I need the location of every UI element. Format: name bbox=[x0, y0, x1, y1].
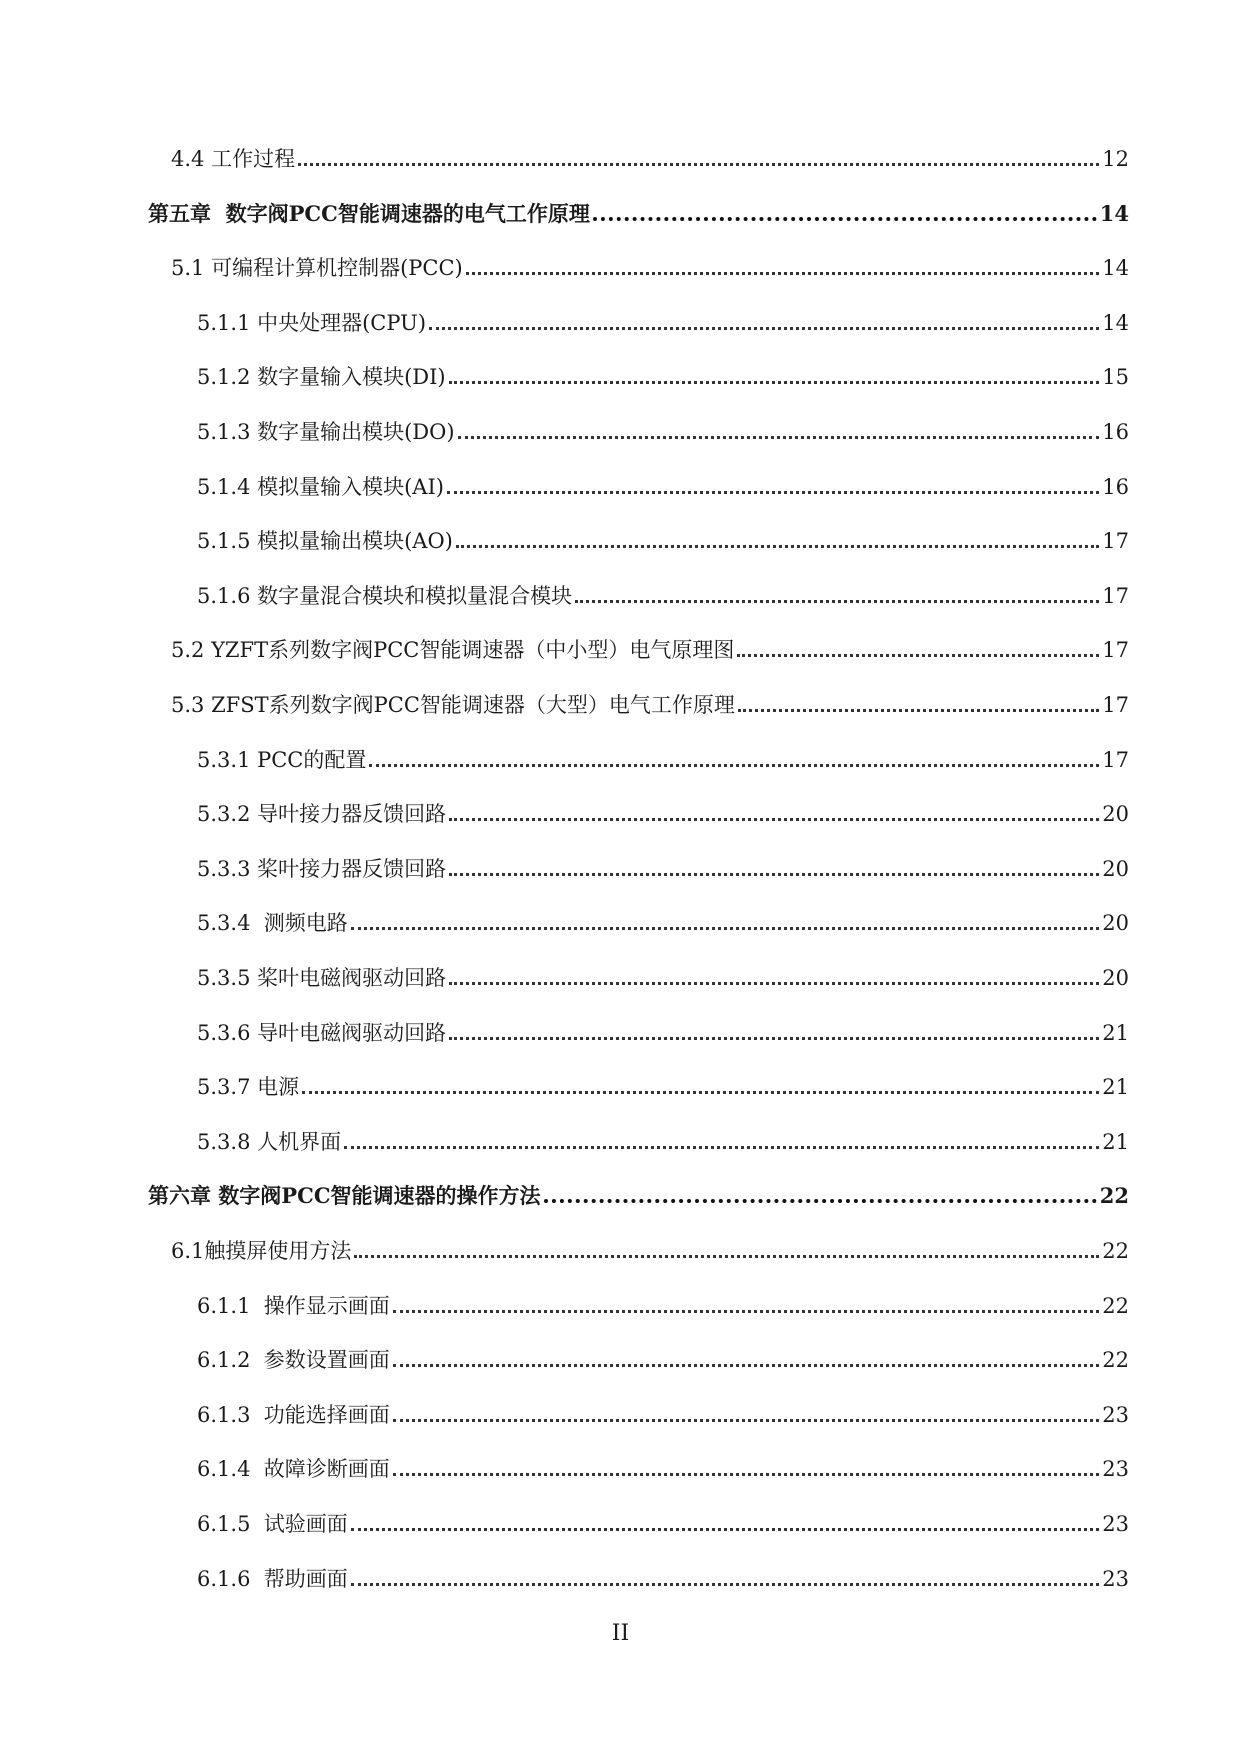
toc-entry-page-number: 22 bbox=[1102, 1294, 1129, 1318]
toc-dot-leader bbox=[429, 326, 1099, 330]
toc-dot-leader bbox=[449, 872, 1099, 876]
toc-entry-title: 5.1.5 模拟量输出模块(AO) bbox=[197, 529, 453, 553]
toc-entry[interactable] bbox=[0, 245, 1129, 281]
toc-entry-title: 5.1.6 数字量混合模块和模拟量混合模块 bbox=[197, 584, 573, 608]
toc-entry[interactable] bbox=[0, 955, 1129, 991]
toc-entry-title: 6.1触摸屏使用方法 bbox=[171, 1239, 352, 1263]
toc-entry[interactable] bbox=[0, 1556, 1129, 1592]
toc-entry-page-number: 22 bbox=[1102, 1348, 1129, 1372]
toc-entry[interactable] bbox=[0, 1228, 1129, 1264]
toc-entry-page-number: 21 bbox=[1102, 1130, 1129, 1154]
toc-entry[interactable] bbox=[0, 737, 1129, 773]
toc-entry[interactable] bbox=[0, 518, 1129, 554]
toc-entry-page-number: 20 bbox=[1102, 911, 1129, 935]
toc-dot-leader bbox=[344, 1145, 1099, 1149]
toc-dot-leader bbox=[449, 1036, 1099, 1040]
toc-entry-page-number: 21 bbox=[1102, 1075, 1129, 1099]
toc-entry[interactable] bbox=[0, 354, 1129, 390]
toc-dot-leader bbox=[298, 162, 1099, 166]
toc-entry-title: 5.1.3 数字量输出模块(DO) bbox=[197, 420, 455, 444]
toc-dot-leader bbox=[393, 1418, 1099, 1422]
toc-entry[interactable] bbox=[0, 682, 1129, 718]
toc-dot-leader bbox=[593, 216, 1097, 221]
toc-entry-title: 5.1.1 中央处理器(CPU) bbox=[197, 311, 427, 335]
toc-entry-page-number: 14 bbox=[1099, 201, 1129, 226]
toc-entry-title: 第六章 数字阀PCC智能调速器的操作方法 bbox=[148, 1183, 541, 1208]
toc-entry-title: 6.1.2 参数设置画面 bbox=[197, 1348, 390, 1372]
toc-entry[interactable] bbox=[0, 573, 1129, 609]
toc-entry-title: 6.1.3 功能选择画面 bbox=[197, 1403, 390, 1427]
toc-entry[interactable] bbox=[0, 1446, 1129, 1482]
toc-entry-page-number: 16 bbox=[1102, 475, 1129, 499]
toc-entry[interactable] bbox=[0, 409, 1129, 445]
toc-entry-title: 5.3.7 电源 bbox=[197, 1075, 300, 1099]
toc-entry[interactable] bbox=[0, 464, 1129, 500]
toc-dot-leader bbox=[575, 599, 1099, 603]
toc-dot-leader bbox=[458, 435, 1100, 439]
toc-chapter-entry[interactable] bbox=[0, 191, 1129, 227]
toc-dot-leader bbox=[449, 981, 1099, 985]
toc-entry[interactable] bbox=[0, 136, 1129, 172]
toc-entry-title: 5.3.4 测频电路 bbox=[197, 911, 348, 935]
toc-entry-page-number: 23 bbox=[1102, 1403, 1129, 1427]
toc-dot-leader bbox=[447, 490, 1099, 494]
toc-entry[interactable] bbox=[0, 846, 1129, 882]
toc-entry-title: 5.3.6 导叶电磁阀驱动回路 bbox=[197, 1021, 447, 1045]
toc-entry-page-number: 23 bbox=[1102, 1457, 1129, 1481]
toc-dot-leader bbox=[354, 1254, 1099, 1258]
toc-entry-title: 5.1 可编程计算机控制器(PCC) bbox=[171, 256, 463, 280]
toc-entry-page-number: 23 bbox=[1102, 1512, 1129, 1536]
toc-entry-page-number: 12 bbox=[1102, 147, 1129, 171]
toc-entry-title: 5.3.1 PCC的配置 bbox=[197, 748, 367, 772]
toc-entry[interactable] bbox=[0, 1392, 1129, 1428]
toc-dot-leader bbox=[393, 1309, 1099, 1313]
toc-dot-leader bbox=[302, 1090, 1099, 1094]
toc-entry[interactable] bbox=[0, 1501, 1129, 1537]
toc-entry-page-number: 23 bbox=[1102, 1567, 1129, 1591]
toc-entry-title: 5.3.5 桨叶电磁阀驱动回路 bbox=[197, 966, 447, 990]
toc-entry-title: 5.1.2 数字量输入模块(DI) bbox=[197, 365, 446, 389]
toc-entry[interactable] bbox=[0, 1119, 1129, 1155]
toc-dot-leader bbox=[393, 1472, 1099, 1476]
toc-entry-title: 6.1.5 试验画面 bbox=[197, 1512, 348, 1536]
toc-entry-page-number: 17 bbox=[1102, 693, 1129, 717]
toc-entry-title: 6.1.4 故障诊断画面 bbox=[197, 1457, 390, 1481]
toc-dot-leader bbox=[737, 653, 1099, 657]
toc-dot-leader bbox=[456, 544, 1099, 548]
toc-entry-page-number: 17 bbox=[1102, 638, 1129, 662]
toc-dot-leader bbox=[738, 708, 1099, 712]
toc-entry-title: 5.3 ZFST系列数字阀PCC智能调速器（大型）电气工作原理 bbox=[171, 693, 735, 717]
toc-entry[interactable] bbox=[0, 1010, 1129, 1046]
toc-entry-title: 5.1.4 模拟量输入模块(AI) bbox=[197, 475, 444, 499]
toc-dot-leader bbox=[351, 1582, 1099, 1586]
toc-entry[interactable] bbox=[0, 900, 1129, 936]
toc-entry-page-number: 16 bbox=[1102, 420, 1129, 444]
toc-entry-title: 5.3.2 导叶接力器反馈回路 bbox=[197, 802, 447, 826]
toc-entry-title: 6.1.6 帮助画面 bbox=[197, 1567, 348, 1591]
toc-entry-page-number: 15 bbox=[1102, 365, 1129, 389]
toc-dot-leader bbox=[351, 1527, 1099, 1531]
toc-entry[interactable] bbox=[0, 791, 1129, 827]
toc-entry-page-number: 21 bbox=[1102, 1021, 1129, 1045]
toc-entry-title: 5.2 YZFT系列数字阀PCC智能调速器（中小型）电气原理图 bbox=[171, 638, 735, 662]
toc-entry-page-number: 14 bbox=[1102, 311, 1129, 335]
toc-entry-page-number: 20 bbox=[1102, 966, 1129, 990]
toc-entry-page-number: 14 bbox=[1102, 256, 1129, 280]
toc-dot-leader bbox=[369, 763, 1099, 767]
toc-entry-page-number: 17 bbox=[1102, 584, 1129, 608]
toc-entry[interactable] bbox=[0, 300, 1129, 336]
toc-entry[interactable] bbox=[0, 627, 1129, 663]
toc-dot-leader bbox=[544, 1198, 1097, 1203]
toc-entry[interactable] bbox=[0, 1064, 1129, 1100]
toc-entry-page-number: 17 bbox=[1102, 748, 1129, 772]
toc-entry-page-number: 22 bbox=[1102, 1239, 1129, 1263]
toc-dot-leader bbox=[393, 1363, 1099, 1367]
toc-dot-leader bbox=[466, 271, 1100, 275]
toc-entry-title: 6.1.1 操作显示画面 bbox=[197, 1294, 390, 1318]
toc-dot-leader bbox=[449, 380, 1100, 384]
toc-dot-leader bbox=[449, 817, 1099, 821]
toc-entry-page-number: 20 bbox=[1102, 802, 1129, 826]
toc-entry-page-number: 17 bbox=[1102, 529, 1129, 553]
page-number: II bbox=[611, 1621, 630, 1646]
toc-entry-page-number: 20 bbox=[1102, 857, 1129, 881]
toc-entry-title: 5.3.3 桨叶接力器反馈回路 bbox=[197, 857, 447, 881]
toc-entry-title: 4.4 工作过程 bbox=[171, 147, 296, 171]
toc-chapter-entry[interactable] bbox=[0, 1173, 1129, 1209]
toc-entry-title: 第五章 数字阀PCC智能调速器的电气工作原理 bbox=[148, 201, 590, 226]
toc-entry-page-number: 22 bbox=[1099, 1183, 1129, 1208]
toc-dot-leader bbox=[351, 926, 1099, 930]
toc-entry-title: 5.3.8 人机界面 bbox=[197, 1130, 342, 1154]
toc-entry[interactable] bbox=[0, 1337, 1129, 1373]
toc-entry[interactable] bbox=[0, 1283, 1129, 1319]
